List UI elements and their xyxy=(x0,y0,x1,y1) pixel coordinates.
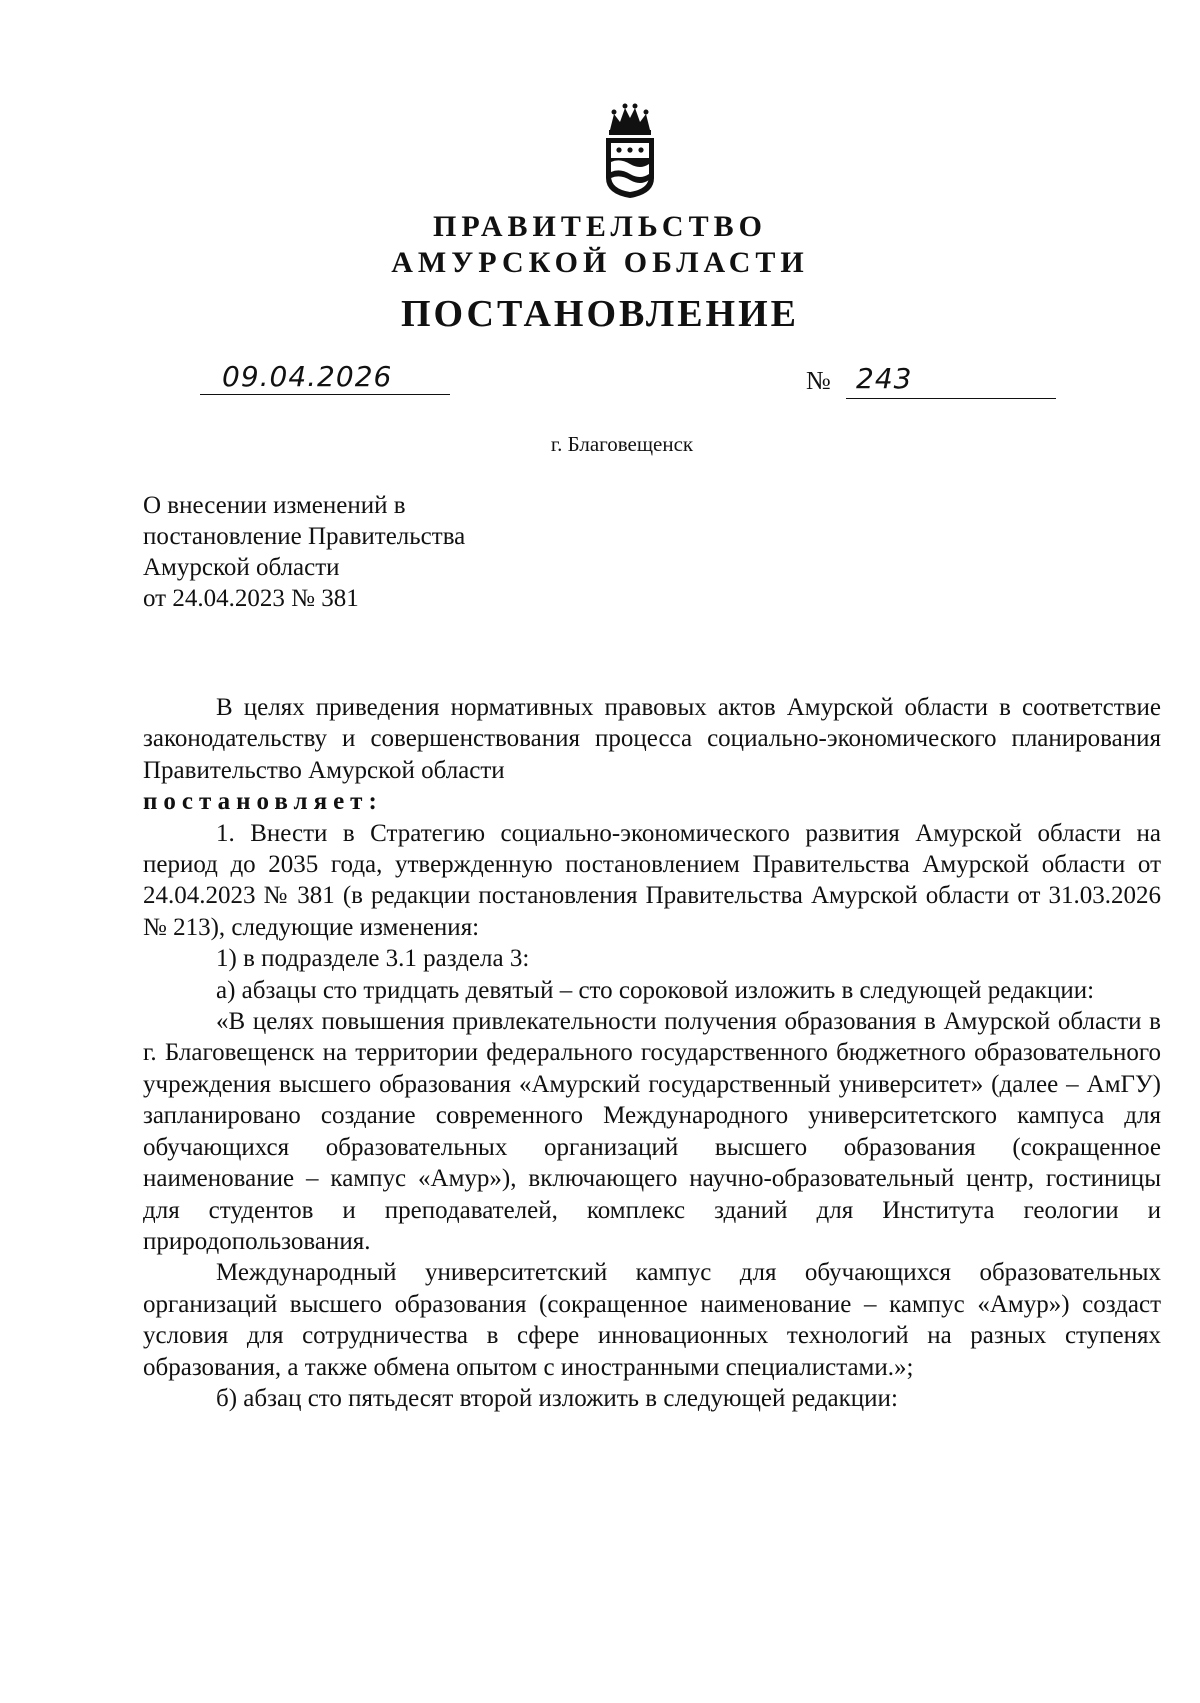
quote-paragraph-2: Международный университетский кампус для обучающихся образовательных организаций высшего образования (сокращенное наименование – кампус «Амур») создаст условия для сотрудничества в сфере инновационных технологий на разных ступенях образования, а также обмена опытом с иностранными специалистами.»; xyxy=(143,1259,1161,1381)
item-1-paragraph: 1. Внести в Стратегию социально-экономического развития Амурской области на период до 2035 года, утвержденную постановлением Правительства Амурской области от 24.04.2023 № 381 (в редакции постановления Правительства Амурской области от 31.03.2026 № 213), следующие изменения: xyxy=(143,819,1161,941)
coat-of-arms-icon xyxy=(600,100,660,200)
handwritten-date: 09.04.2026 xyxy=(222,360,393,393)
city-name: г. Благовещенск xyxy=(550,432,694,456)
item-b-paragraph: б) абзац сто пятьдесят второй изложить в следующей редакции: xyxy=(216,1384,898,1412)
item-1-1-paragraph: 1) в подразделе 3.1 раздела 3: xyxy=(216,945,530,973)
subject-line: постановление Правительства xyxy=(143,523,466,550)
header-government: ПРАВИТЕЛЬСТВО xyxy=(433,210,767,243)
item-a-paragraph: а) абзацы сто тридцать девятый – сто сороковой изложить в следующей редакции: xyxy=(216,976,1095,1004)
number-underline xyxy=(846,398,1056,399)
number-sign: № xyxy=(806,366,831,395)
date-underline xyxy=(200,394,450,395)
quote-paragraph-1: «В целях повышения привлекательности получения образования в Амурской области в г. Благовещенск на территории федерального государственного бюджетного образовательного учреждения высшего образования «Амурский государственный университет» (далее – АмГУ) запланировано создание современного Международного университетского кампуса для обучающихся образовательных организаций высшего образования (сокращенное наименование – кампус «Амур»), включающего научно-образовательный центр, гостиницы для студентов и преподавателей, комплекс зданий для Института геологии и природопользования. xyxy=(143,1008,1161,1255)
handwritten-number: 243 xyxy=(856,362,913,395)
document-body xyxy=(143,692,1161,1414)
subject-line: Амурской области xyxy=(143,554,340,581)
preamble-paragraph: В целях приведения нормативных правовых актов Амурской области в соответствие законодательству и совершенствования процесса социально-экономического планирования Правительство Амурской области xyxy=(143,694,1161,784)
document-type-title: ПОСТАНОВЛЕНИЕ xyxy=(400,293,800,335)
document-subject xyxy=(143,490,465,614)
header-region: АМУРСКОЙ ОБЛАСТИ xyxy=(391,246,809,279)
decree-word: постановляет: xyxy=(143,788,383,816)
subject-line: О внесении изменений в xyxy=(143,492,406,519)
subject-line: от 24.04.2023 № 381 xyxy=(143,585,359,612)
